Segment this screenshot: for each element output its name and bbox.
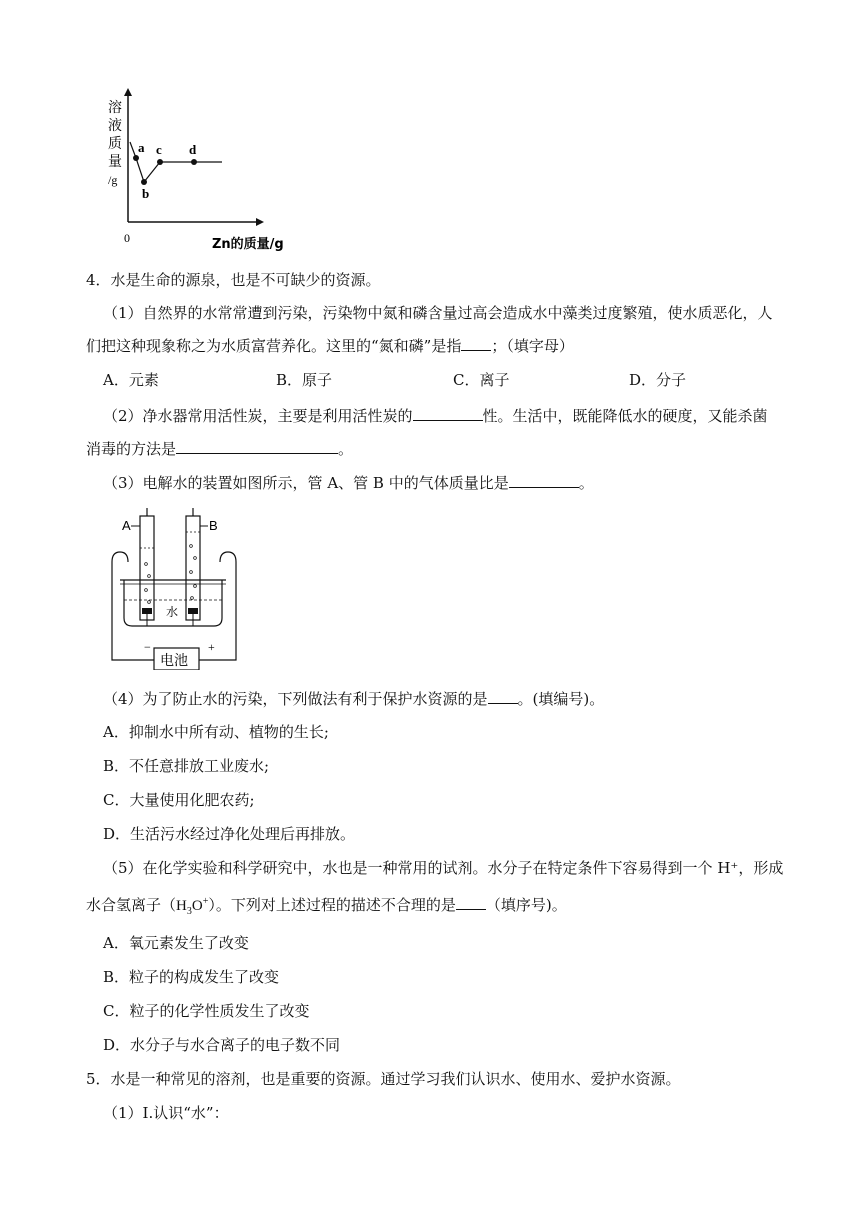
q5-p1: （1）I.认识“水”： <box>103 1104 229 1122</box>
q4-p2-line1 <box>103 405 768 426</box>
q4-p1-line2 <box>86 335 574 356</box>
q4-p1-option-c: C．离子 <box>453 371 510 389</box>
tube-a <box>140 516 154 620</box>
q4-p2-line1-b: 性。生活中，既能降低水的硬度，又能杀菌 <box>482 407 768 425</box>
origin-label: 0 <box>124 231 130 245</box>
battery-plus: + <box>208 640 215 654</box>
label-a: a <box>138 140 145 155</box>
q4-p4 <box>103 688 604 709</box>
q4-p3-a: （3）电解水的装置如图所示，管 A、管 B 中的气体质量比是 <box>103 474 509 492</box>
q4-p5-line2-a: 水合氢离子（ <box>86 896 177 914</box>
q4-p3-b: 。 <box>578 474 594 492</box>
q4-p4-a: （4）为了防止水的污染，下列做法有利于保护水资源的是 <box>103 690 488 708</box>
x-axis-arrow <box>256 218 264 226</box>
q4-p5-line1: （5）在化学实验和科学研究中，水也是一种常用的试剂。水分子在特定条件下容易得到一个 H⁺，形成 <box>103 859 784 877</box>
electrode-b <box>188 608 198 614</box>
battery-minus: − <box>144 640 151 654</box>
q4-p2-blank-1[interactable] <box>413 405 483 421</box>
q4-p1-option-d: D．分子 <box>629 371 687 389</box>
water-label: 水 <box>166 605 179 619</box>
battery-label: 电池 <box>160 653 188 669</box>
q4-p3 <box>103 472 594 493</box>
q4-p5-line2 <box>86 892 567 922</box>
q4-p4-b: 。(填编号)。 <box>517 690 605 708</box>
electrode-a <box>142 608 152 614</box>
solution-mass-graph <box>100 86 300 256</box>
q4-p2-line2 <box>86 438 353 459</box>
q4-p1-option-a: A．元素 <box>103 371 159 389</box>
q4-p5-line2-c: （填序号)。 <box>485 896 567 914</box>
wire-arc-right <box>220 552 236 562</box>
point-a <box>133 155 139 161</box>
trough <box>124 580 222 626</box>
tube-b <box>186 516 200 620</box>
q4-p5-option-a: A．氧元素发生了改变 <box>103 934 249 952</box>
q4-p1-line2-b: ；（填字母） <box>491 337 574 355</box>
apparatus-svg <box>104 508 244 670</box>
electrolysis-apparatus <box>104 508 244 670</box>
q4-p1-line1: （1）自然界的水常常遭到污染，污染物中氮和磷含量过高会造成水中藻类过度繁殖，使水质恶化，人 <box>103 304 773 322</box>
q4-p5-option-b: B．粒子的构成发生了改变 <box>103 968 280 986</box>
point-c <box>157 159 163 165</box>
label-c: c <box>156 142 162 157</box>
q4-p4-option-b: B．不任意排放工业废水; <box>103 757 270 775</box>
q4-p2-line2-a: 消毒的方法是 <box>86 440 177 458</box>
y-label-1: 溶 <box>108 100 122 116</box>
y-axis-arrow <box>124 88 132 96</box>
q4-p5-line2-b: ）。下列对上述过程的描述不合理的是 <box>208 896 456 914</box>
q4-p1-option-b: B．原子 <box>276 371 333 389</box>
q4-p4-option-d: D．生活污水经过净化处理后再排放。 <box>103 825 356 843</box>
y-label-2: 液 <box>108 118 122 134</box>
q4-p3-blank[interactable] <box>509 472 579 488</box>
q5-stem: 5．水是一种常见的溶剂，也是重要的资源。通过学习我们认识水、使用水、爱护水资源。 <box>86 1070 681 1088</box>
y-label-5: /g <box>108 173 118 187</box>
q4-stem: 4．水是生命的源泉，也是不可缺少的资源。 <box>86 271 381 289</box>
tube-a-label: A <box>122 518 131 533</box>
q4-p5-option-c: C．粒子的化学性质发生了改变 <box>103 1002 310 1020</box>
q4-p5-option-d: D．水分子与水合离子的电子数不同 <box>103 1036 341 1054</box>
q4-p1-line2-a: 们把这种现象称之为水质富营养化。这里的“氮和磷”是指 <box>86 337 462 355</box>
q4-p1-answer-blank[interactable] <box>461 335 491 351</box>
y-label-3: 质 <box>108 136 122 152</box>
label-d: d <box>189 142 197 157</box>
label-b: b <box>142 186 150 201</box>
wire-right <box>199 562 236 660</box>
point-d <box>191 159 197 165</box>
q4-p2-line1-a: （2）净水器常用活性炭，主要是利用活性炭的 <box>103 407 413 425</box>
q4-p4-option-a: A．抑制水中所有动、植物的生长; <box>103 723 329 741</box>
hydronium-formula: $H_3O^+$ <box>176 896 209 917</box>
q4-p2-blank-2[interactable] <box>176 438 338 454</box>
q4-p4-blank[interactable] <box>488 688 518 704</box>
y-label-4: 量 <box>108 154 122 170</box>
q4-p4-option-c: C．大量使用化肥农药; <box>103 791 255 809</box>
wire-arc-left <box>112 552 128 562</box>
tube-b-label: B <box>209 518 218 533</box>
graph-svg <box>100 86 300 256</box>
point-b <box>141 179 147 185</box>
x-axis-label: Zn的质量/g <box>212 237 284 252</box>
q4-p2-line2-b: 。 <box>338 440 354 458</box>
q4-p5-blank[interactable] <box>456 894 486 910</box>
